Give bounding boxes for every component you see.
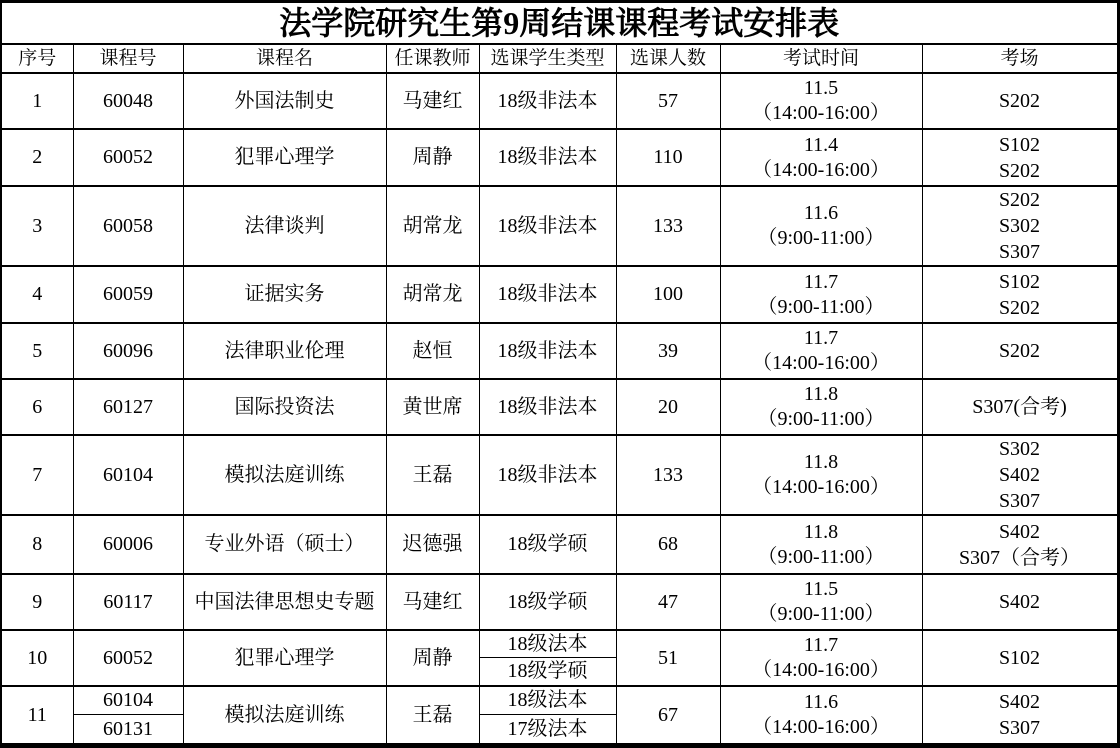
- exam-time-range: （14:00-16:00）: [752, 659, 890, 681]
- cell-course-id: 60104: [73, 435, 183, 515]
- exam-date: 11.6: [803, 202, 839, 224]
- header-cell-exam-room: 考场: [922, 44, 1118, 73]
- cell-exam-room: [922, 515, 1118, 574]
- cell-exam-time: [720, 73, 922, 129]
- table-row: [1, 186, 1118, 266]
- student-type-sub: 18级法本: [480, 631, 616, 658]
- cell-exam-room: [922, 686, 1118, 746]
- exam-time-range: （9:00-11:00）: [757, 545, 885, 568]
- cell-enrolled: 133: [616, 435, 720, 515]
- table-row: [1, 574, 1118, 630]
- cell-exam-room: [922, 574, 1118, 630]
- cell-student-type: 18级非法本: [479, 435, 616, 515]
- cell-teacher: 王磊: [386, 435, 479, 515]
- exam-time-range: （9:00-11:00）: [757, 295, 885, 318]
- cell-course-id: 60006: [73, 515, 183, 574]
- cell-course-id: 60052: [73, 129, 183, 186]
- cell-course-name: 模拟法庭训练: [183, 686, 386, 746]
- exam-time-range: （9:00-11:00）: [757, 408, 885, 430]
- cell-course-name: 国际投资法: [183, 379, 386, 435]
- exam-room: S202: [998, 296, 1041, 319]
- exam-room: S402: [998, 691, 1041, 713]
- cell-student-type: 18级非法本: [479, 129, 616, 186]
- cell-enrolled: 20: [616, 379, 720, 435]
- exam-room: S402: [998, 591, 1041, 613]
- cell-course-id: 60127: [73, 379, 183, 435]
- cell-student-type: 18级非法本: [479, 323, 616, 379]
- exam-date: 11.4: [803, 133, 839, 156]
- exam-room: S302: [998, 215, 1041, 237]
- page-title: 法学院研究生第9周结课课程考试安排表: [1, 2, 1118, 45]
- cell-course-id: 60059: [73, 266, 183, 323]
- cell-exam-time: [720, 266, 922, 323]
- cell-teacher: 黄世席: [386, 379, 479, 435]
- cell-exam-time: [720, 129, 922, 186]
- cell-exam-room: [922, 630, 1118, 686]
- header-row: [1, 44, 1118, 73]
- cell-enrolled: 57: [616, 73, 720, 129]
- cell-teacher: 王磊: [386, 686, 479, 746]
- header-cell-exam-time: 考试时间: [720, 44, 922, 73]
- table-row: [1, 266, 1118, 323]
- exam-time-range: （9:00-11:00）: [757, 603, 885, 625]
- cell-exam-room: [922, 323, 1118, 379]
- exam-date: 11.7: [803, 634, 839, 656]
- cell-student-type: 18级学硕: [479, 574, 616, 630]
- header-cell-teacher: 任课教师: [386, 44, 479, 73]
- title-row: [1, 2, 1118, 45]
- course-id-sub: 60104: [74, 687, 183, 715]
- cell-course-id: 60052: [73, 630, 183, 686]
- cell-exam-time: [720, 686, 922, 746]
- cell-exam-time: [720, 186, 922, 266]
- cell-student-type: [479, 630, 616, 686]
- cell-no: 4: [1, 266, 73, 323]
- cell-exam-time: [720, 379, 922, 435]
- exam-room: S102: [998, 133, 1041, 156]
- cell-enrolled: 39: [616, 323, 720, 379]
- exam-room: S402: [998, 520, 1041, 543]
- cell-course-name: 犯罪心理学: [183, 630, 386, 686]
- cell-no: 1: [1, 73, 73, 129]
- cell-no: 10: [1, 630, 73, 686]
- cell-exam-time: [720, 574, 922, 630]
- cell-no: 7: [1, 435, 73, 515]
- table-row: [1, 686, 1118, 746]
- cell-course-id: 60058: [73, 186, 183, 266]
- exam-date: 11.8: [803, 451, 839, 473]
- cell-teacher: 胡常龙: [386, 266, 479, 323]
- cell-enrolled: 67: [616, 686, 720, 746]
- cell-course-name: 外国法制史: [183, 73, 386, 129]
- table-row: [1, 379, 1118, 435]
- cell-teacher: 迟德强: [386, 515, 479, 574]
- exam-room: S202: [998, 340, 1041, 362]
- cell-enrolled: 110: [616, 129, 720, 186]
- exam-time-range: （14:00-16:00）: [752, 102, 890, 124]
- exam-time-range: （14:00-16:00）: [752, 158, 890, 181]
- cell-course-name: 犯罪心理学: [183, 129, 386, 186]
- cell-student-type: [479, 686, 616, 746]
- cell-teacher: 胡常龙: [386, 186, 479, 266]
- header-cell-no: 序号: [1, 44, 73, 73]
- exam-date: 11.7: [803, 270, 839, 293]
- exam-time-range: （14:00-16:00）: [752, 476, 890, 498]
- cell-exam-time: [720, 515, 922, 574]
- cell-no: 11: [1, 686, 73, 746]
- exam-date: 11.8: [803, 383, 839, 405]
- exam-room: S307: [998, 241, 1041, 263]
- exam-room: S202: [998, 90, 1041, 112]
- cell-teacher: 马建红: [386, 73, 479, 129]
- cell-teacher: 马建红: [386, 574, 479, 630]
- table-row: [1, 630, 1118, 686]
- cell-course-id: [73, 686, 183, 746]
- cell-exam-room: [922, 379, 1118, 435]
- cell-enrolled: 133: [616, 186, 720, 266]
- cell-no: 6: [1, 379, 73, 435]
- cell-student-type: 18级非法本: [479, 186, 616, 266]
- cell-enrolled: 68: [616, 515, 720, 574]
- cell-course-name: 法律谈判: [183, 186, 386, 266]
- exam-room: S102: [998, 270, 1041, 293]
- student-type-sub: 18级法本: [480, 687, 616, 715]
- cell-no: 9: [1, 574, 73, 630]
- cell-exam-time: [720, 323, 922, 379]
- cell-exam-time: [720, 630, 922, 686]
- header-cell-student-type: 选课学生类型: [479, 44, 616, 73]
- cell-student-type: 18级非法本: [479, 73, 616, 129]
- cell-course-id: 60117: [73, 574, 183, 630]
- exam-time-range: （14:00-16:00）: [752, 352, 890, 374]
- header-cell-course-name: 课程名: [183, 44, 386, 73]
- exam-room: S307: [998, 717, 1041, 739]
- cell-enrolled: 51: [616, 630, 720, 686]
- cell-exam-room: [922, 435, 1118, 515]
- cell-teacher: 周静: [386, 630, 479, 686]
- cell-student-type: 18级学硕: [479, 515, 616, 574]
- exam-date: 11.8: [803, 520, 839, 543]
- exam-room: S307(合考): [972, 396, 1067, 418]
- cell-course-name: 模拟法庭训练: [183, 435, 386, 515]
- cell-course-id: 60096: [73, 323, 183, 379]
- exam-room: S307: [998, 490, 1041, 512]
- exam-time-range: （9:00-11:00）: [757, 227, 885, 249]
- cell-course-name: 专业外语（硕士）: [183, 515, 386, 574]
- cell-no: 2: [1, 129, 73, 186]
- exam-time-range: （14:00-16:00）: [752, 716, 890, 738]
- cell-no: 8: [1, 515, 73, 574]
- header-cell-enrolled: 选课人数: [616, 44, 720, 73]
- cell-enrolled: 47: [616, 574, 720, 630]
- cell-course-name: 法律职业伦理: [183, 323, 386, 379]
- exam-room: S307（合考）: [958, 546, 1081, 569]
- cell-exam-room: [922, 129, 1118, 186]
- table-row: [1, 73, 1118, 129]
- table-row: [1, 323, 1118, 379]
- exam-room: S402: [998, 464, 1041, 486]
- cell-no: 3: [1, 186, 73, 266]
- cell-exam-time: [720, 435, 922, 515]
- exam-room: S102: [998, 647, 1041, 669]
- cell-teacher: 赵恒: [386, 323, 479, 379]
- exam-room: S302: [998, 438, 1041, 460]
- cell-course-name: 证据实务: [183, 266, 386, 323]
- cell-exam-room: [922, 186, 1118, 266]
- course-id-sub: 60131: [103, 717, 153, 740]
- table-row: [1, 129, 1118, 186]
- table-row: [1, 515, 1118, 574]
- exam-room: S202: [998, 159, 1041, 182]
- cell-teacher: 周静: [386, 129, 479, 186]
- cell-no: 5: [1, 323, 73, 379]
- cell-exam-room: [922, 73, 1118, 129]
- cell-student-type: 18级非法本: [479, 266, 616, 323]
- cell-course-id: 60048: [73, 73, 183, 129]
- student-type-sub: 18级学硕: [507, 660, 588, 682]
- exam-date: 11.6: [803, 691, 839, 713]
- exam-date: 11.7: [803, 327, 839, 349]
- cell-exam-room: [922, 266, 1118, 323]
- exam-date: 11.5: [803, 578, 839, 600]
- exam-room: S202: [998, 189, 1041, 211]
- cell-enrolled: 100: [616, 266, 720, 323]
- table-row: [1, 435, 1118, 515]
- exam-date: 11.5: [803, 77, 839, 99]
- header-cell-course-id: 课程号: [73, 44, 183, 73]
- cell-course-name: 中国法律思想史专题: [183, 574, 386, 630]
- student-type-sub: 17级法本: [507, 717, 588, 740]
- cell-student-type: 18级非法本: [479, 379, 616, 435]
